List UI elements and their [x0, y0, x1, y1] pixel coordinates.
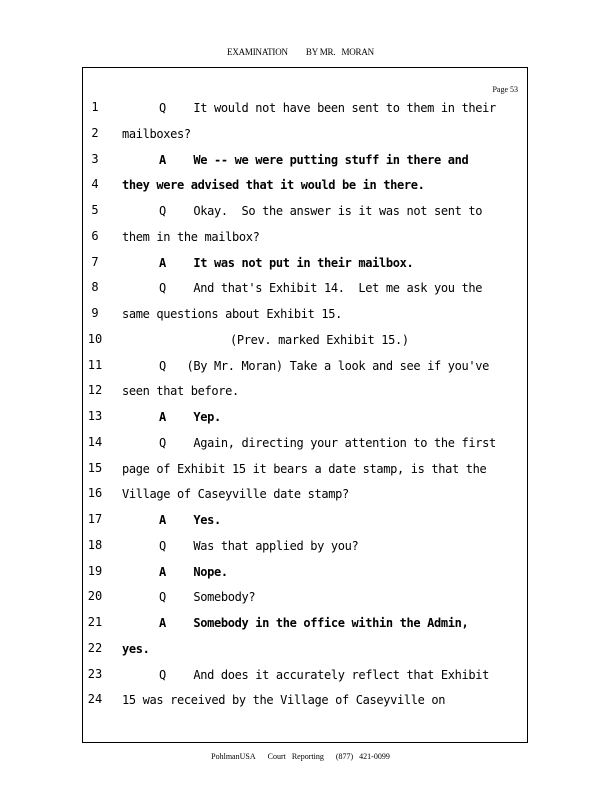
transcript-line: [0, 692, 601, 712]
line-number: 1: [91, 100, 99, 114]
transcript-line: [0, 152, 601, 172]
transcript-line: [0, 538, 601, 558]
answer-text: they were advised that it would be in there.: [122, 178, 425, 193]
footer-service: Court Reporting: [267, 752, 324, 761]
question-text: seen that before.: [122, 384, 239, 399]
answer-text: A Nope.: [159, 564, 228, 579]
answer-text: A Somebody in the office within the Admin,: [159, 616, 469, 630]
question-text: 15 was received by the Village of Caseyville on: [122, 693, 446, 708]
answer-text: A Yep.: [159, 410, 221, 424]
line-number: 17: [87, 512, 103, 526]
question-text: (Prev. marked Exhibit 15.): [230, 332, 409, 347]
question-text: Q It would not have been sent to them in their: [159, 101, 496, 115]
transcript-line: [0, 383, 601, 403]
transcript-line: [0, 641, 601, 661]
transcript-line: [0, 435, 601, 455]
line-number: 16: [87, 486, 103, 501]
line-number: 18: [87, 537, 103, 552]
transcript-line: [0, 280, 601, 300]
transcript-line: [0, 177, 601, 197]
line-number: 23: [87, 666, 103, 681]
transcript-line: [0, 203, 601, 223]
line-number: 19: [87, 563, 103, 578]
line-number: 21: [87, 615, 103, 629]
question-text: page of Exhibit 15 it bears a date stamp, is that the: [122, 461, 487, 476]
transcript-line: [0, 255, 601, 275]
transcript-line: [0, 461, 601, 481]
question-text: Q Was that applied by you?: [159, 538, 359, 553]
transcript-line: [0, 512, 601, 532]
transcript-line: [0, 615, 601, 635]
footer-company: PohlmanUSA: [211, 752, 256, 761]
line-number: 24: [87, 692, 103, 707]
line-number: 7: [91, 254, 99, 269]
question-text: Q Somebody?: [159, 590, 256, 605]
question-text: Q Okay. So the answer is it was not sent to: [159, 204, 483, 218]
transcript-line: [0, 486, 601, 506]
header-attorney: MORAN: [341, 47, 374, 57]
transcript-line: [0, 409, 601, 429]
transcript-line: [0, 126, 601, 146]
page-header: [0, 47, 601, 57]
line-number: 5: [91, 203, 99, 217]
line-number: 20: [87, 589, 103, 604]
transcript-line: [0, 358, 601, 378]
transcript-line: [0, 667, 601, 687]
question-text: Village of Caseyville date stamp?: [122, 487, 349, 502]
line-number: 14: [87, 434, 103, 449]
transcript-line: [0, 229, 601, 249]
line-number: 22: [87, 640, 103, 655]
transcript-line: [0, 332, 601, 352]
transcript-line: [0, 100, 601, 120]
question-text: Q Again, directing your attention to the first: [159, 435, 496, 450]
transcript-line: [0, 564, 601, 584]
line-number: 9: [91, 306, 99, 320]
header-examination: EXAMINATION: [227, 47, 288, 57]
footer-phone: (877) 421-0099: [335, 752, 390, 761]
line-number: 15: [87, 460, 103, 475]
line-number: 3: [91, 151, 99, 166]
transcript-line: [0, 589, 601, 609]
answer-text: A Yes.: [159, 513, 221, 527]
page-number-label: Page 53: [492, 85, 518, 94]
header-by: BY MR.: [305, 47, 336, 57]
question-text: same questions about Exhibit 15.: [122, 307, 342, 321]
answer-text: A We -- we were putting stuff in there and: [159, 152, 469, 167]
line-number: 11: [87, 357, 103, 372]
question-text: mailboxes?: [122, 126, 191, 141]
transcript-line: [0, 306, 601, 326]
line-number: 13: [87, 409, 103, 423]
answer-text: yes.: [122, 641, 150, 656]
question-text: them in the mailbox?: [122, 229, 260, 244]
question-text: Q And does it accurately reflect that Exhibit: [159, 667, 489, 682]
page-footer: [0, 752, 601, 761]
line-number: 10: [87, 331, 103, 346]
line-number: 6: [91, 228, 99, 243]
question-text: Q (By Mr. Moran) Take a look and see if you've: [159, 358, 489, 373]
answer-text: A It was not put in their mailbox.: [159, 255, 414, 270]
line-number: 2: [91, 125, 99, 140]
line-number: 12: [87, 383, 103, 398]
question-text: Q And that's Exhibit 14. Let me ask you the: [159, 281, 483, 296]
line-number: 4: [91, 177, 99, 192]
line-number: 8: [91, 280, 99, 295]
